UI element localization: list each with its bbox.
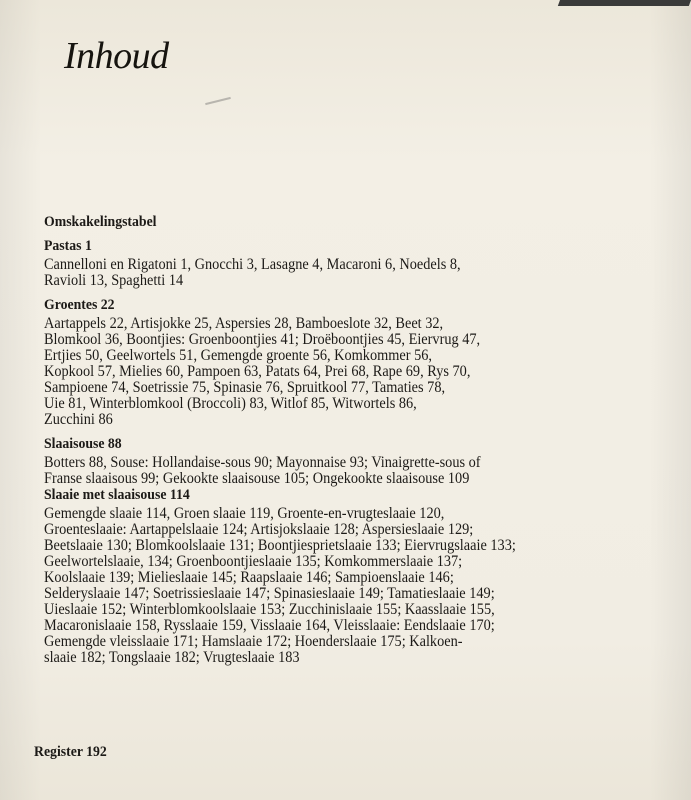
toc-entry-line: Cannelloni en Rigatoni 1, Gnocchi 3, Lasagne 4, Macaroni 6, Noedels 8, bbox=[44, 256, 461, 273]
toc-heading-slaaie-met-slaaisouse: Slaaie met slaaisouse 114 bbox=[44, 487, 190, 503]
toc-entry-line: Macaronislaaie 158, Rysslaaie 159, Visslaaie 164, Vleisslaaie: Eendslaaie 170; bbox=[44, 617, 495, 634]
page-title: Inhoud bbox=[64, 35, 169, 77]
toc-entry-line: Blomkool 36, Boontjies: Groenboontjies 41; Droëboontjies 45, Eiervrug 47, bbox=[44, 331, 481, 348]
toc-entry-line: Koolslaaie 139; Mielieslaaie 145; Raapslaaie 146; Sampioenslaaie 146; bbox=[44, 569, 454, 586]
toc-entry-line: Selderyslaaie 147; Soetrissieslaaie 147; Spinasieslaaie 149; Tamatieslaaie 149; bbox=[44, 585, 495, 602]
print-speck bbox=[205, 97, 231, 105]
toc-entry-line: slaaie 182; Tongslaaie 182; Vrugteslaaie 183 bbox=[44, 649, 300, 666]
toc-entry-line: Beetslaaie 130; Blomkoolslaaie 131; Boontjiesprietslaaie 133; Eiervrugslaaie 133; bbox=[44, 537, 516, 554]
toc-entry-line: Aartappels 22, Artisjokke 25, Aspersies 28, Bamboeslote 32, Beet 32, bbox=[44, 315, 444, 332]
toc-entry-line: Uie 81, Winterblomkool (Broccoli) 83, Witlof 85, Witwortels 86, bbox=[44, 395, 417, 412]
toc-entry-line: Uieslaaie 152; Winterblomkoolslaaie 153; Zucchinislaaie 155; Kaasslaaie 155, bbox=[44, 601, 495, 618]
toc-entry-line: Franse slaaisous 99; Gekookte slaaisouse 105; Ongekookte slaaisouse 109 bbox=[44, 470, 470, 487]
toc-entry-line: Sampioene 74, Soetrissie 75, Spinasie 76, Spruitkool 77, Tamaties 78, bbox=[44, 379, 446, 396]
toc-entry-line: Geelwortelslaaie, 134; Groenboontjieslaaie 135; Komkommerslaaie 137; bbox=[44, 553, 463, 570]
toc-entry-line: Ravioli 13, Spaghetti 14 bbox=[44, 272, 184, 289]
toc-heading-pastas: Pastas 1 bbox=[44, 238, 92, 254]
toc-entry-line: Kopkool 57, Mielies 60, Pampoen 63, Patats 64, Prei 68, Rape 69, Rys 70, bbox=[44, 363, 471, 380]
toc-entry-line: Ertjies 50, Geelwortels 51, Gemengde groente 56, Komkommer 56, bbox=[44, 347, 432, 364]
toc-entry-line: Gemengde vleisslaaie 171; Hamslaaie 172; Hoenderslaaie 175; Kalkoen- bbox=[44, 633, 463, 650]
page-edge-shadow bbox=[558, 0, 691, 6]
table-of-contents bbox=[44, 214, 691, 666]
toc-heading-omskakelingstabel: Omskakelingstabel bbox=[44, 214, 157, 230]
toc-entry-line: Zucchini 86 bbox=[44, 411, 113, 428]
toc-heading-groentes: Groentes 22 bbox=[44, 297, 115, 313]
toc-entry-line: Botters 88, Souse: Hollandaise-sous 90; Mayonnaise 93; Vinaigrette-sous of bbox=[44, 454, 481, 471]
toc-entry-line: Gemengde slaaie 114, Groen slaaie 119, Groente-en-vrugteslaaie 120, bbox=[44, 505, 445, 522]
toc-heading-register: Register 192 bbox=[34, 744, 107, 760]
toc-entry-line: Groenteslaaie: Aartappelslaaie 124; Artisjokslaaie 128; Aspersieslaaie 129; bbox=[44, 521, 474, 538]
toc-heading-slaaisouse: Slaaisouse 88 bbox=[44, 436, 122, 452]
